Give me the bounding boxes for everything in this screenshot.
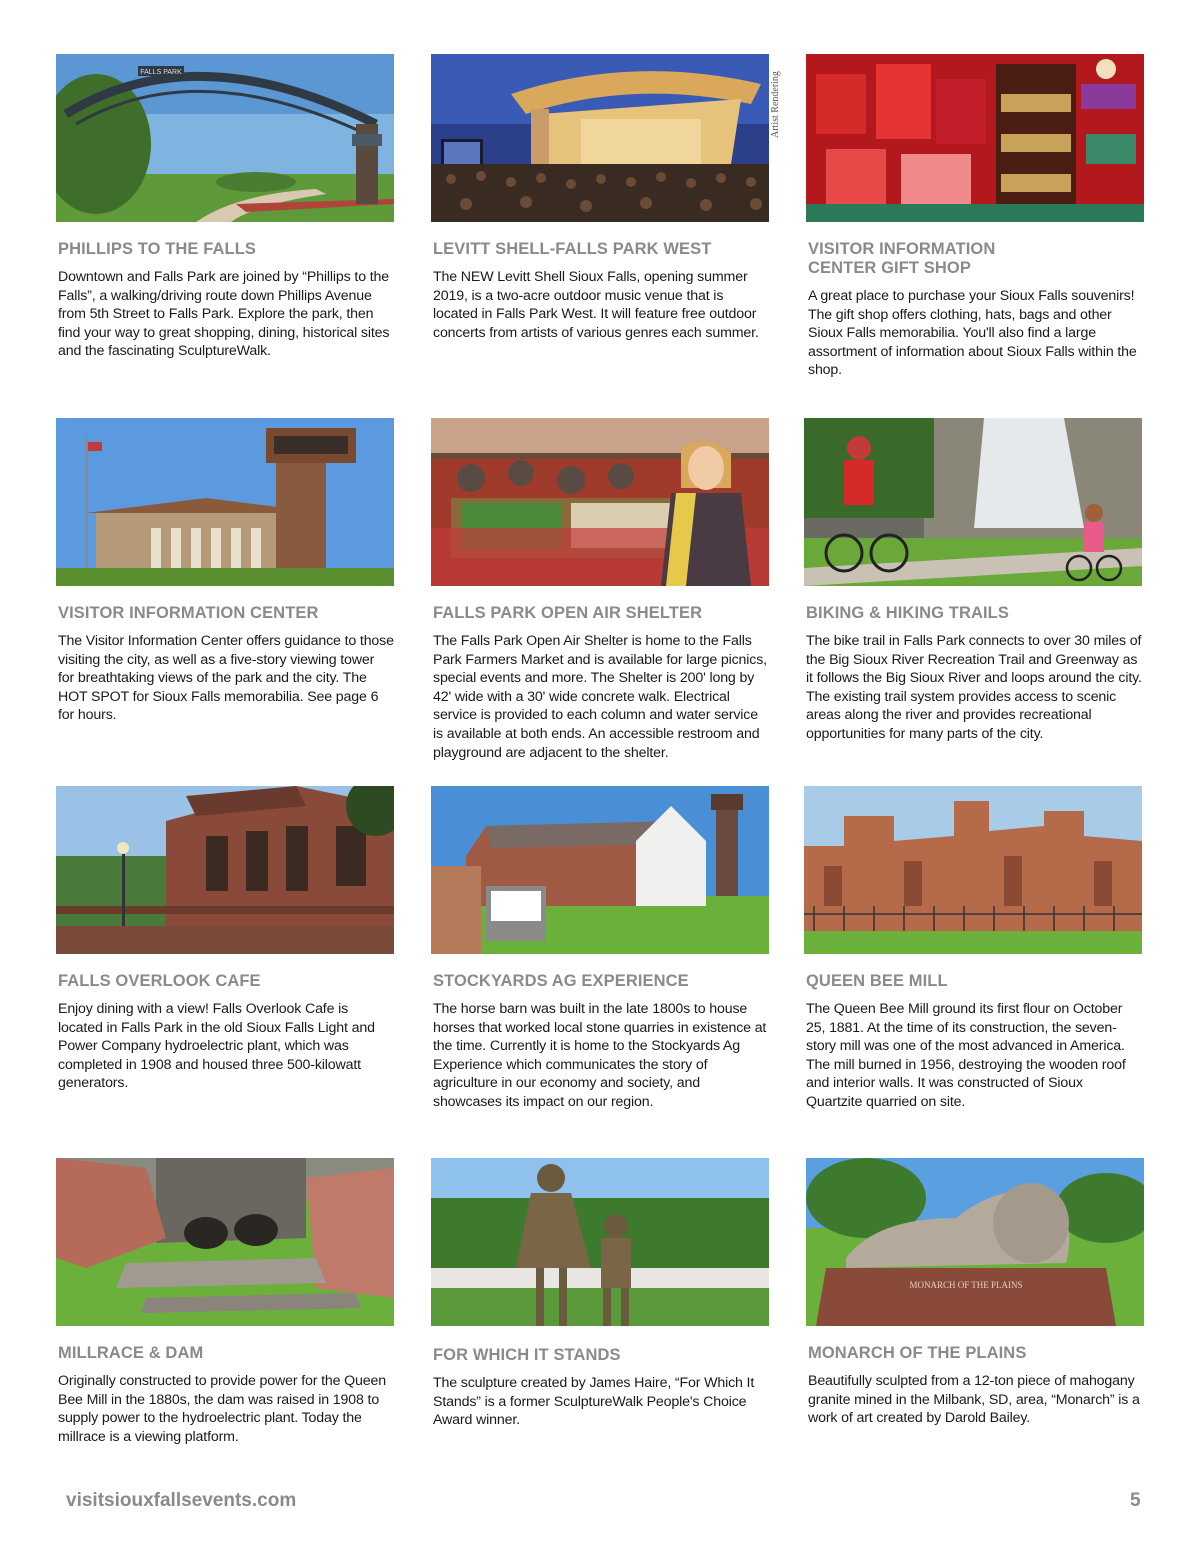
attraction-description: The NEW Levitt Shell Sioux Falls, opening summer 2019, is a two-acre outdoor music venue that is located in Falls Park West. It will feature free outdoor concerts from artists of various genres each summer. (433, 269, 759, 341)
queen-bee-mill-photo (804, 786, 1142, 954)
attraction-description: The Visitor Information Center offers guidance to those visiting the city, as well as a five-story viewing tower for breathtaking views of the park and the city. The HOT SPOT for Sioux Falls memorabilia. See page 6 for hours. (58, 633, 394, 724)
attraction-description: The sculpture created by James Haire, “For Which It Stands” is a former SculptureWalk People's Choice Award winner. (433, 1375, 755, 1429)
overlook-cafe-photo (56, 786, 394, 954)
monument-inscription: MONARCH OF THE PLAINS (909, 1280, 1023, 1290)
attraction-title (808, 240, 1144, 278)
attraction-card-open-air-shelter (431, 418, 769, 762)
attraction-card-millrace-dam (56, 1158, 394, 1446)
levitt-shell-rendering (431, 54, 769, 222)
attraction-card-gift-shop (806, 54, 1144, 380)
attraction-description: Downtown and Falls Park are joined by “Phillips to the Falls”, a walking/driving route down Phillips Avenue from 5th Street to Falls Park. Explore the park, then find your way to great shopping, dining, historical sites and the fascinating SculptureWalk. (58, 269, 390, 360)
attraction-title: PHILLIPS TO THE FALLS (58, 240, 256, 258)
website-link[interactable]: visitsiouxfallsevents.com (66, 1490, 297, 1511)
millrace-dam-photo (56, 1158, 394, 1326)
attraction-description: Originally constructed to provide power for the Queen Bee Mill in the 1880s, the dam was raised in 1908 to supply power to the hydroelectric plant. Today the millrace is a viewing platform. (58, 1373, 386, 1445)
attraction-title: FOR WHICH IT STANDS (433, 1346, 621, 1364)
page-number: 5 (1130, 1490, 1141, 1511)
arch-sign-text: FALLS PARK (140, 69, 182, 76)
attraction-description: The horse barn was built in the late 1800s to house horses that worked local stone quarries in existence at the time. Currently it is home to the Stockyards Ag Experience which communicates the story of agriculture in our economy and society, and showcases its impact on our region. (433, 1001, 767, 1110)
attraction-description: The Queen Bee Mill ground its first flour on October 25, 1881. At the time of its construction, the seven-story mill was one of the most advanced in America. The mill burned in 1956, destroying the wooden roof and interior walls. It was constructed of Sioux Quartzite quarried on site. (806, 1001, 1126, 1110)
phillips-arch-photo (56, 54, 394, 222)
attraction-description: The Falls Park Open Air Shelter is home to the Falls Park Farmers Market and is available for large picnics, special events and more. The Shelter is 200' long by 42' wide with a 30' wide concrete walk. Electrical service is provided to each column and water service is available at both ends. An accessible restroom and playground are adjacent to the shelter. (433, 633, 767, 761)
attraction-card-trails (804, 418, 1142, 744)
monarch-bison-photo (806, 1158, 1144, 1326)
biking-trail-photo (804, 418, 1142, 586)
attraction-card-monarch (806, 1158, 1144, 1428)
attraction-card-for-which-it-stands (431, 1158, 769, 1430)
attraction-card-queen-bee-mill (804, 786, 1142, 1112)
attraction-title: BIKING & HIKING TRAILS (806, 604, 1009, 622)
attraction-description: Enjoy dining with a view! Falls Overlook Cafe is located in Falls Park in the old Sioux Falls Light and Power Company hydroelectric plant, which was completed in 1908 and housed three 500-kilowatt generators. (58, 1001, 375, 1092)
farmers-market-photo (431, 418, 769, 586)
visitor-center-photo (56, 418, 394, 586)
attraction-title: FALLS OVERLOOK CAFE (58, 972, 261, 990)
attraction-description: Beautifully sculpted from a 12-ton piece of mahogany granite mined in the Milbank, SD, area, “Monarch” is a work of art created by Darold Bailey. (808, 1373, 1140, 1427)
stockyards-barn-photo (431, 786, 769, 954)
attraction-title: VISITOR INFORMATION CENTER (58, 604, 319, 622)
attraction-title: MILLRACE & DAM (58, 1344, 204, 1362)
attraction-card-phillips (56, 54, 394, 361)
attraction-title: MONARCH OF THE PLAINS (808, 1344, 1027, 1362)
attraction-title: LEVITT SHELL-FALLS PARK WEST (433, 240, 712, 258)
photo-credit: Artist Rendering (770, 71, 781, 138)
attraction-title-line2: CENTER GIFT SHOP (808, 259, 971, 277)
attraction-card-stockyards (431, 786, 769, 1112)
attraction-description: A great place to purchase your Sioux Falls souvenirs! The gift shop offers clothing, hats, bags and other Sioux Falls memorabilia. You'll also find a large assortment of information about Sioux Falls within the shop. (808, 288, 1137, 379)
attraction-card-overlook-cafe (56, 786, 394, 1093)
attraction-title: QUEEN BEE MILL (806, 972, 948, 990)
attraction-title-line1: VISITOR INFORMATION (808, 240, 996, 258)
attraction-title: FALLS PARK OPEN AIR SHELTER (433, 604, 703, 622)
attraction-card-visitor-center (56, 418, 394, 725)
gift-shop-photo (806, 54, 1144, 222)
attraction-title: STOCKYARDS AG EXPERIENCE (433, 972, 689, 990)
attraction-card-levitt-shell (431, 54, 769, 342)
sculpture-children-photo (431, 1158, 769, 1326)
attraction-description: The bike trail in Falls Park connects to over 30 miles of the Big Sioux River Recreation Trail and Greenway as it follows the Big Sioux River and loops around the city. The existing trail system provides access to scenic areas along the river and provides recreational opportunities for many parts of the city. (806, 633, 1142, 742)
